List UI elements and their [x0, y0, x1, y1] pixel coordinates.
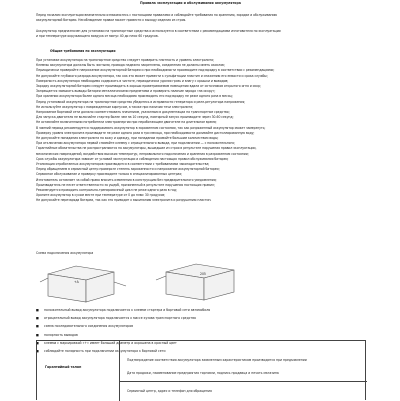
body-line: Перед установкой аккумулятора на транспортное средство убедитесь в исправности генератора и реле-регулятора напряжения; — [36, 99, 246, 104]
warranty-table — [36, 340, 366, 400]
legend-text: полярность выводов — [44, 332, 78, 337]
battery-diagram — [36, 262, 246, 306]
body-line: Рекомендуется проводить контрольно-тренировочный цикл не реже одного раза в год; — [36, 188, 177, 193]
body-line: При установке аккумулятора на транспортное средство следует проверить плотность и уровень электролита; — [36, 58, 215, 62]
legend-bullet-icon: ■ — [36, 324, 39, 329]
body-line: Сервисное обслуживание и проверку производите только в специализированных центрах; — [36, 172, 183, 177]
body-line: Проверку уровня электролита производите не реже одного раза в три месяца, при необходимости доливайте дистиллированную воду; — [36, 130, 255, 135]
table-cell: Сервисный центр, адрес и телефон для обращения — [127, 389, 212, 393]
body-line: механических повреждений, воздействия высоких температур, неправильного подключения и хранения в разряженном состоянии; — [36, 151, 249, 156]
body-line: Не оставляйте включенными потребители электроэнергии при неработающем двигателе на длительное время; — [36, 120, 217, 125]
legend-item — [36, 331, 356, 339]
legend-bullet-icon: ■ — [36, 332, 39, 337]
legend-text: клемма с маркировкой «+» имеет больший диаметр и окрашена в красный цвет — [44, 340, 177, 345]
legend-item — [36, 322, 356, 330]
table-row-label: Гарантийный талон — [45, 365, 82, 369]
body-line: Перед обращением в сервисный центр проверьте степень заряженности и напряжение аккумуляторной батареи; — [36, 167, 220, 172]
table-divider-horizontal — [119, 381, 367, 382]
intro-line: Аккумулятор предназначен для установки на транспортные средства и используется в соответствии с рекомендациями изготовителя по эксплуатации — [36, 29, 281, 33]
body-paragraph — [36, 58, 366, 204]
intro-paragraph-2 — [36, 29, 366, 39]
document-title: Правила эксплуатации и обслуживания аккумулятора — [140, 1, 241, 5]
body-line: Утилизация отработанных аккумуляторов производится в соответствии с требованиями законодательства; — [36, 162, 210, 167]
body-line: Запрещается замыкать выводы батареи металлическими предметами и проверять наличие заряда «на искру»; — [36, 89, 216, 94]
body-line: Периодически проверяйте напряжение аккумуляторной батареи и при необходимости производите подзарядку в соответствии с рекомендациями; — [36, 68, 275, 73]
body-line: При отключении аккумулятора первой снимайте клемму с отрицательного вывода, при подключении — с положительного; — [36, 141, 235, 146]
body-line: Храните аккумулятор в сухом месте при температуре от 0 до плюс 30 градусов; — [36, 193, 166, 198]
legend-bullet-icon: ■ — [36, 316, 39, 321]
figure-label-right: 205 — [200, 272, 206, 276]
body-line: Не допускайте глубокого разряда аккумулятора, так как это может привести к сульфатации пластин и снижению его емкости и срока службы; — [36, 73, 268, 78]
body-line: Производитель не несет ответственности за ущерб, причиненный в результате нарушения настоящих правил; — [36, 182, 215, 187]
legend-bullet-icon: ■ — [36, 340, 39, 345]
table-cell: Дата продажи, наименование предприятия торговли, подпись продавца и печать магазина — [127, 371, 279, 375]
body-line: Для запуска двигателя не включайте стартер более чем на 10 секунд, повторный запуск производите через 30-60 секунд; — [36, 115, 234, 120]
legend-text: отрицательный вывод аккумулятора подключается к массе кузова транспортного средства — [44, 316, 196, 321]
body-line: Не допускайте перезаряда батареи, так как это приводит к выкипанию электролита и разрушению пластин. — [36, 198, 212, 203]
body-line: Гарантийные обязательства не распространяются на аккумуляторы, вышедшие из строя в результате нарушения правил эксплуатации, — [36, 146, 257, 151]
table-divider-vertical — [119, 341, 120, 401]
legend-item — [36, 306, 356, 314]
legend-bullet-icon: ■ — [36, 348, 39, 353]
legend-text: соблюдайте полярность при подключении аккумулятора к бортовой сети — [44, 348, 166, 353]
figure-heading: Схема подключения аккумулятора — [36, 251, 94, 255]
figure-label-left: +А — [74, 280, 79, 284]
intro-line: и при температуре окружающего воздуха от минус 40 до плюс 60 градусов. — [36, 34, 159, 39]
body-line: Не допускайте попадания электролита на кожу и одежду, при попадании промойте большим количеством воды; — [36, 136, 219, 141]
body-line: Зарядку аккумуляторной батареи следует производить в хорошо проветриваемом помещении вдали от источников открытого огня и искр; — [36, 84, 261, 89]
legend-bullet-icon: ■ — [36, 308, 39, 312]
intro-line: Перед началом эксплуатации внимательно ознакомьтесь с настоящими правилами и соблюдайте требования по хранению, зарядке и обслуживанию — [36, 13, 277, 17]
body-line: Срок службы аккумулятора зависит от условий эксплуатации и соблюдения настоящих правил обслуживания батареи; — [36, 156, 229, 161]
body-line: Напряжение бортовой сети должно соответствовать значениям, указанным в документации на транспортное средство; — [36, 110, 230, 115]
body-line: Поверхность аккумулятора необходимо содержать в чистоте, периодически удаляя грязь и влагу с крышки и выводов; — [36, 78, 229, 83]
table-cell: Подтверждение соответствия аккумулятора заявленным характеристикам производится при предъявлении — [127, 358, 307, 362]
body-line: Клеммы аккумулятора должны быть чистыми, провода надежно закреплены, соединения не должны иметь окислов; — [36, 63, 225, 68]
body-line: При хранении аккумулятора более одного месяца необходимо производить его подзарядку не реже одного раза в месяц; — [36, 94, 233, 99]
body-line: В зимний период рекомендуется поддерживать аккумулятор в заряженном состоянии, так как разряженный аккумулятор может замерзнуть; — [36, 125, 266, 130]
intro-line: аккумуляторной батареи. Несоблюдение правил может привести к выходу изделия из строя. — [36, 18, 187, 23]
body-line: Изготовитель оставляет за собой право вносить изменения в конструкцию без предварительного уведомления; — [36, 177, 217, 182]
legend-text: положительный вывод аккумулятора подключается к клемме стартера и бортовой сети автомобиля — [44, 308, 211, 312]
section-heading: Общие требования по эксплуатации — [50, 49, 116, 53]
connection-figure — [36, 262, 246, 306]
legend-item — [36, 314, 356, 322]
legend-text: схема последовательного соединения аккумуляторов — [44, 324, 134, 329]
intro-paragraph — [36, 13, 366, 23]
body-line: Не используйте аккумулятор с поврежденным корпусом, а также при наличии течи электролита; — [36, 104, 194, 109]
